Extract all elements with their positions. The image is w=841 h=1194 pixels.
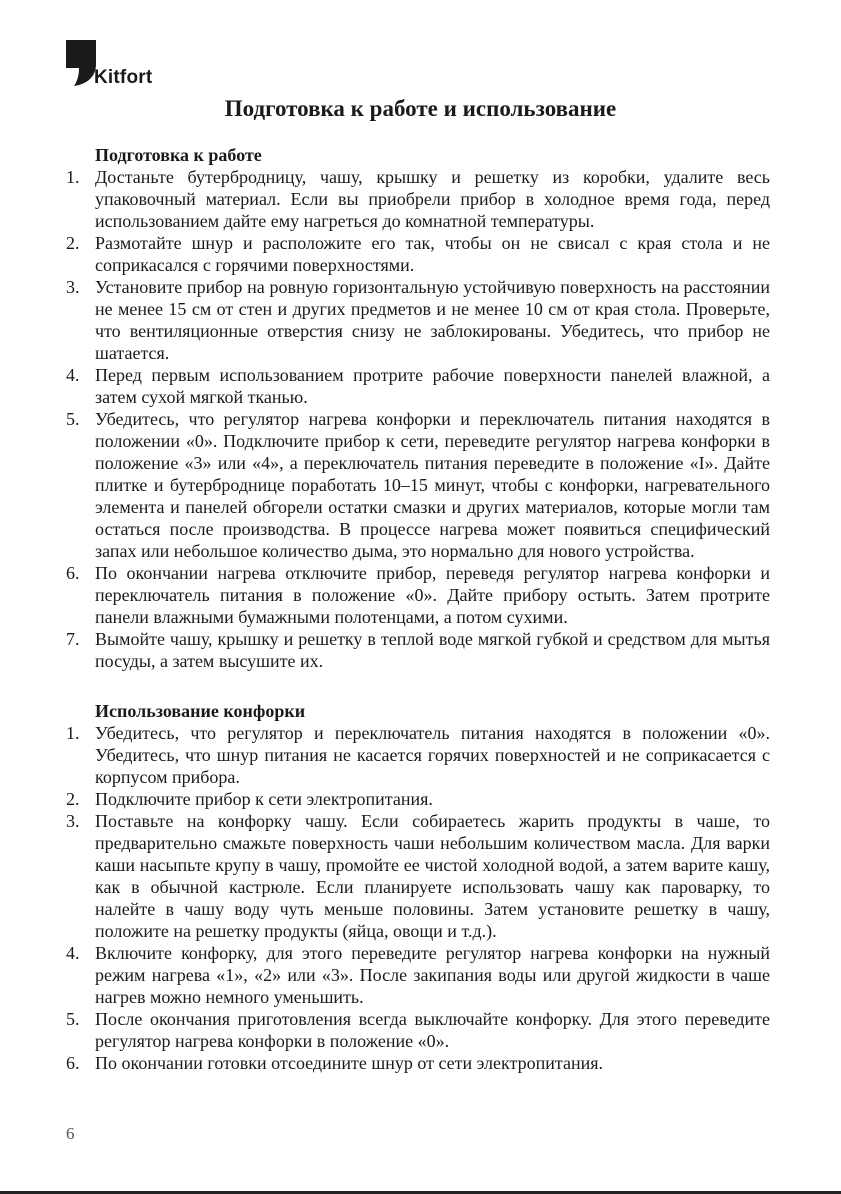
brand-logo [66, 40, 152, 86]
item-text: Вымойте чашу, крышку и решетку в теплой воде мягкой губкой и средством для мытья посуды, а затем высушите их. [95, 629, 770, 671]
list-item [66, 628, 770, 672]
section-heading-burner-use: Использование конфорки [95, 701, 306, 721]
item-number: 6. [66, 1053, 80, 1073]
item-text: Включите конфорку, для этого переведите регулятор нагрева конфорки на нужный режим нагрева «1», «2» или «3». После закипания воды или другой жидкости в чаше нагрев можно немного уменьшить. [95, 943, 770, 1007]
item-number: 5. [66, 409, 80, 429]
burner-use-list [66, 722, 770, 1074]
item-text: По окончании нагрева отключите прибор, переведя регулятор нагрева конфорки и переключатель питания в положение «0». Дайте прибору остыть. Затем протрите панели влажными бумажными полотенцами, а потом сухими. [95, 563, 770, 627]
list-item [66, 722, 770, 788]
item-number: 2. [66, 233, 80, 253]
item-text: Достаньте бутербродницу, чашу, крышку и решетку из коробки, удалите весь упаковочный материал. Если вы приобрели прибор в холодное время года, перед использованием дайте ему нагреться до комнатной температуры. [95, 167, 770, 231]
kitfort-logo-icon [66, 40, 96, 86]
list-item [66, 788, 770, 810]
item-text: По окончании готовки отсоедините шнур от сети электропитания. [95, 1053, 603, 1073]
list-item [66, 1052, 770, 1074]
item-number: 4. [66, 943, 80, 963]
list-item [66, 408, 770, 562]
item-text: Убедитесь, что регулятор и переключатель питания находятся в положении «0». Убедитесь, что шнур питания не касается горячих поверхностей и не соприкасается с корпусом прибора. [95, 723, 770, 787]
item-text: Перед первым использованием протрите рабочие поверхности панелей влажной, а затем сухой мягкой тканью. [95, 365, 770, 407]
item-number: 1. [66, 723, 80, 743]
item-number: 4. [66, 365, 80, 385]
list-item [66, 364, 770, 408]
list-item [66, 942, 770, 1008]
item-number: 1. [66, 167, 80, 187]
item-text: Установите прибор на ровную горизонтальную устойчивую поверхность на расстоянии не менее 15 см от стен и других предметов и не менее 10 см от края стола. Проверьте, что вентиляционные отверстия снизу не заблокированы. Убедитесь, что прибор не шатается. [95, 277, 770, 363]
list-item [66, 232, 770, 276]
item-number: 6. [66, 563, 80, 583]
page-number: 6 [66, 1124, 75, 1143]
brand-name: Kitfort [94, 67, 153, 88]
list-item [66, 276, 770, 364]
section-preparation [66, 144, 770, 672]
list-item [66, 1008, 770, 1052]
item-number: 2. [66, 789, 80, 809]
item-text: После окончания приготовления всегда выключайте конфорку. Для этого переведите регулятор нагрева конфорки в положение «0». [95, 1009, 770, 1051]
list-item [66, 166, 770, 232]
preparation-list [66, 166, 770, 672]
item-number: 3. [66, 811, 80, 831]
item-text: Поставьте на конфорку чашу. Если собираетесь жарить продукты в чаше, то предварительно смажьте поверхность чаши небольшим количеством масла. Для варки каши насыпьте крупу в чашу, промойте ее чистой холодной водой, а затем варите кашу, как в обычной кастрюле. Если планируете использовать чашу как пароварку, то налейте в чашу воду чуть меньше половины. Затем установите решетку в чашу, положите на решетку продукты (яйца, овощи и т.д.). [95, 811, 770, 941]
section-heading-preparation: Подготовка к работе [95, 145, 262, 165]
page-title: Подготовка к работе и использование [224, 96, 617, 121]
list-item [66, 562, 770, 628]
item-text: Убедитесь, что регулятор нагрева конфорки и переключатель питания находятся в положении «0». Подключите прибор к сети, переведите регулятор нагрева конфорки в положение «3» или «4», а переключатель питания переведите в положение «I». Дайте плитке и бутерброднице поработать 10–15 минут, чтобы с конфорки, нагревательного элемента и панелей обгорели остатки смазки и других материалов, которые могли там остаться после производства. В процессе нагрева может появиться специфический запах или небольшое количество дыма, это нормально для нового устройства. [95, 409, 770, 561]
section-burner-use [66, 700, 770, 1074]
item-text: Подключите прибор к сети электропитания. [95, 789, 433, 809]
item-number: 5. [66, 1009, 80, 1029]
item-text: Размотайте шнур и расположите его так, чтобы он не свисал с края стола и не соприкасался с горячими поверхностями. [95, 233, 770, 275]
list-item [66, 810, 770, 942]
item-number: 3. [66, 277, 80, 297]
item-number: 7. [66, 629, 80, 649]
